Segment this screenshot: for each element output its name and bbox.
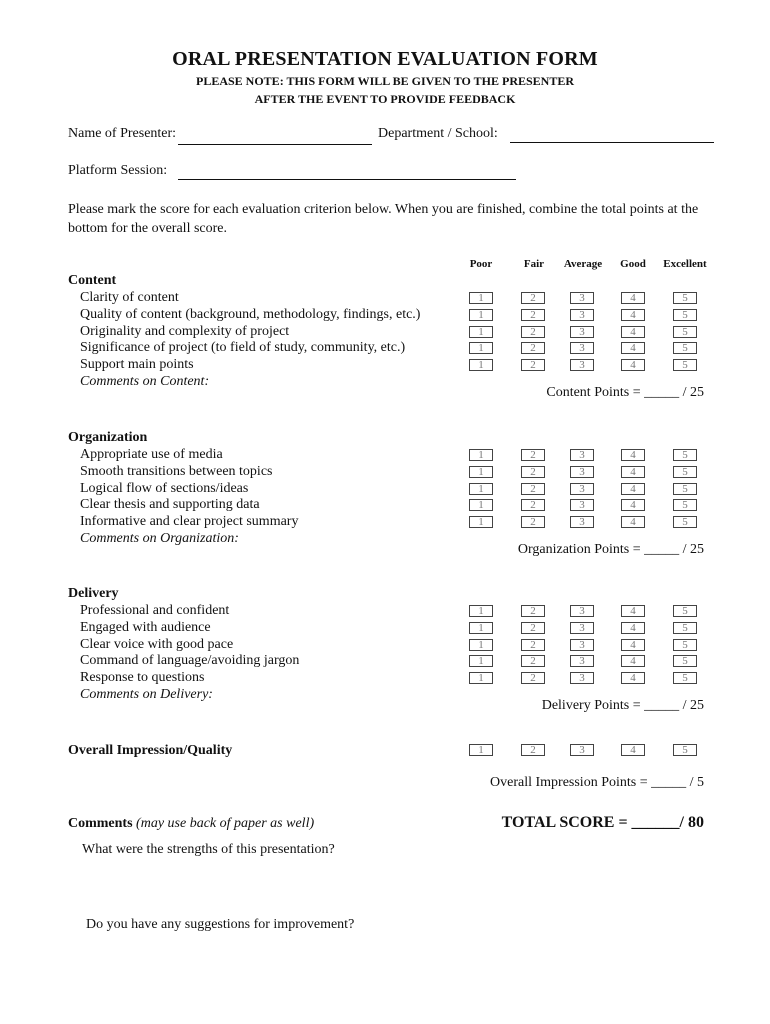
form-note-line-1: PLEASE NOTE: THIS FORM WILL BE GIVEN TO THE PRESENTER: [196, 74, 574, 88]
platform-field[interactable]: [178, 179, 516, 180]
department-field[interactable]: [510, 142, 714, 143]
score-box-5[interactable]: 5: [673, 605, 697, 617]
section-points: Content Points = _____ / 25: [546, 385, 704, 400]
score-box-2[interactable]: 2: [521, 672, 545, 684]
overall-score-box-5[interactable]: 5: [673, 744, 697, 756]
criterion-label: Logical flow of sections/ideas: [80, 480, 249, 496]
score-box-3[interactable]: 3: [570, 309, 594, 321]
score-box-4[interactable]: 4: [621, 605, 645, 617]
score-box-3[interactable]: 3: [570, 342, 594, 354]
comments-note: (may use back of paper as well): [136, 816, 315, 831]
score-box-5[interactable]: 5: [673, 449, 697, 461]
score-box-4[interactable]: 4: [621, 499, 645, 511]
score-box-3[interactable]: 3: [570, 622, 594, 634]
score-box-2[interactable]: 2: [521, 639, 545, 651]
score-box-3[interactable]: 3: [570, 672, 594, 684]
section-title: Delivery: [68, 586, 119, 601]
name-label: Name of Presenter:: [68, 126, 177, 141]
score-box-4[interactable]: 4: [621, 359, 645, 371]
score-box-2[interactable]: 2: [521, 359, 545, 371]
score-box-5[interactable]: 5: [673, 655, 697, 667]
score-box-1[interactable]: 1: [469, 342, 493, 354]
criterion-label: Informative and clear project summary: [80, 514, 299, 530]
score-box-2[interactable]: 2: [521, 326, 545, 338]
section-title: Organization: [68, 430, 148, 445]
score-box-1[interactable]: 1: [469, 326, 493, 338]
score-box-3[interactable]: 3: [570, 655, 594, 667]
criterion-label: Appropriate use of media: [80, 447, 223, 462]
score-box-3[interactable]: 3: [570, 483, 594, 495]
suggestions-question: Do you have any suggestions for improvement?: [86, 917, 355, 932]
score-box-3[interactable]: 3: [570, 292, 594, 304]
score-box-1[interactable]: 1: [469, 449, 493, 461]
criterion-label: Significance of project (to field of study, community, etc.): [80, 340, 406, 356]
comments-heading: [68, 816, 314, 832]
score-box-1[interactable]: 1: [469, 359, 493, 371]
score-box-2[interactable]: 2: [521, 499, 545, 511]
score-box-1[interactable]: 1: [469, 672, 493, 684]
score-box-3[interactable]: 3: [570, 499, 594, 511]
score-box-4[interactable]: 4: [621, 466, 645, 478]
score-box-4[interactable]: 4: [621, 672, 645, 684]
score-box-5[interactable]: 5: [673, 292, 697, 304]
score-box-5[interactable]: 5: [673, 516, 697, 528]
scale-header-good: Good: [620, 258, 646, 270]
criterion-label: Professional and confident: [80, 603, 230, 618]
score-box-5[interactable]: 5: [673, 672, 697, 684]
overall-score-box-3[interactable]: 3: [570, 744, 594, 756]
score-box-5[interactable]: 5: [673, 466, 697, 478]
score-box-1[interactable]: 1: [469, 516, 493, 528]
overall-score-box-1[interactable]: 1: [469, 744, 493, 756]
score-box-1[interactable]: 1: [469, 309, 493, 321]
section-comments-label: Comments on Content:: [80, 374, 210, 389]
score-box-3[interactable]: 3: [570, 516, 594, 528]
score-box-5[interactable]: 5: [673, 483, 697, 495]
score-box-5[interactable]: 5: [673, 359, 697, 371]
score-box-2[interactable]: 2: [521, 516, 545, 528]
score-box-1[interactable]: 1: [469, 499, 493, 511]
form-title: ORAL PRESENTATION EVALUATION FORM: [172, 48, 598, 70]
criterion-label: Command of language/avoiding jargon: [80, 653, 300, 669]
score-box-4[interactable]: 4: [621, 449, 645, 461]
score-box-3[interactable]: 3: [570, 326, 594, 338]
overall-score-box-4[interactable]: 4: [621, 744, 645, 756]
criterion-label: Clear voice with good pace: [80, 636, 234, 652]
platform-label: Platform Session:: [68, 163, 168, 178]
score-box-4[interactable]: 4: [621, 516, 645, 528]
scale-header-poor: Poor: [469, 258, 493, 270]
score-box-2[interactable]: 2: [521, 292, 545, 304]
total-score: TOTAL SCORE = ______/ 80: [501, 814, 704, 831]
section-comments-label: Comments on Organization:: [80, 531, 239, 546]
overall-points: Overall Impression Points = _____ / 5: [490, 775, 704, 790]
section-points: Organization Points = _____ / 25: [517, 542, 704, 557]
score-box-2[interactable]: 2: [521, 342, 545, 354]
score-box-4[interactable]: 4: [621, 309, 645, 321]
instructions: Please mark the score for each evaluation criterion below. When you are finished, combine the total points at the bottom for the overall score.: [68, 202, 699, 236]
score-box-5[interactable]: 5: [673, 639, 697, 651]
score-box-2[interactable]: 2: [521, 483, 545, 495]
section-points: Delivery Points = _____ / 25: [541, 698, 704, 713]
score-box-2[interactable]: 2: [521, 309, 545, 321]
score-box-3[interactable]: 3: [570, 605, 594, 617]
score-box-1[interactable]: 1: [469, 483, 493, 495]
scale-header-fair: Fair: [523, 258, 545, 270]
score-box-3[interactable]: 3: [570, 466, 594, 478]
score-box-4[interactable]: 4: [621, 326, 645, 338]
scale-header-average: Average: [563, 258, 603, 270]
score-box-1[interactable]: 1: [469, 655, 493, 667]
criterion-label: Support main points: [80, 357, 194, 373]
score-box-4[interactable]: 4: [621, 622, 645, 634]
score-box-4[interactable]: 4: [621, 639, 645, 651]
score-box-4[interactable]: 4: [621, 655, 645, 667]
criterion-label: Clear thesis and supporting data: [80, 497, 260, 513]
score-box-3[interactable]: 3: [570, 639, 594, 651]
score-box-2[interactable]: 2: [521, 655, 545, 667]
criterion-label: Clarity of content: [80, 290, 179, 305]
score-box-5[interactable]: 5: [673, 622, 697, 634]
score-box-5[interactable]: 5: [673, 326, 697, 338]
score-box-2[interactable]: 2: [521, 466, 545, 478]
score-box-1[interactable]: 1: [469, 605, 493, 617]
strengths-question: What were the strengths of this presentation?: [82, 842, 335, 857]
score-box-3[interactable]: 3: [570, 449, 594, 461]
overall-impression-title: Overall Impression/Quality: [68, 743, 233, 758]
department-label: Department / School:: [378, 126, 498, 141]
criterion-label: Engaged with audience: [80, 619, 211, 635]
score-box-4[interactable]: 4: [621, 292, 645, 304]
score-box-1[interactable]: 1: [469, 292, 493, 304]
criterion-label: Response to questions: [80, 670, 205, 686]
score-box-5[interactable]: 5: [673, 499, 697, 511]
criterion-label: Quality of content (background, methodology, findings, etc.): [80, 306, 421, 322]
score-box-1[interactable]: 1: [469, 622, 493, 634]
comments-title: Comments: [68, 816, 133, 831]
scale-header-excellent: Excellent: [663, 258, 707, 270]
score-box-1[interactable]: 1: [469, 466, 493, 478]
score-box-2[interactable]: 2: [521, 605, 545, 617]
score-box-5[interactable]: 5: [673, 309, 697, 321]
score-box-5[interactable]: 5: [673, 342, 697, 354]
form-note-line-2: AFTER THE EVENT TO PROVIDE FEEDBACK: [254, 92, 516, 106]
score-box-4[interactable]: 4: [621, 342, 645, 354]
section-comments-label: Comments on Delivery:: [80, 687, 213, 702]
criterion-label: Smooth transitions between topics: [80, 463, 273, 479]
score-box-3[interactable]: 3: [570, 359, 594, 371]
section-title: Content: [68, 273, 117, 288]
name-field[interactable]: [178, 144, 372, 145]
score-box-2[interactable]: 2: [521, 449, 545, 461]
score-box-1[interactable]: 1: [469, 639, 493, 651]
overall-score-box-2[interactable]: 2: [521, 744, 545, 756]
score-box-4[interactable]: 4: [621, 483, 645, 495]
score-box-2[interactable]: 2: [521, 622, 545, 634]
criterion-label: Originality and complexity of project: [80, 323, 290, 339]
